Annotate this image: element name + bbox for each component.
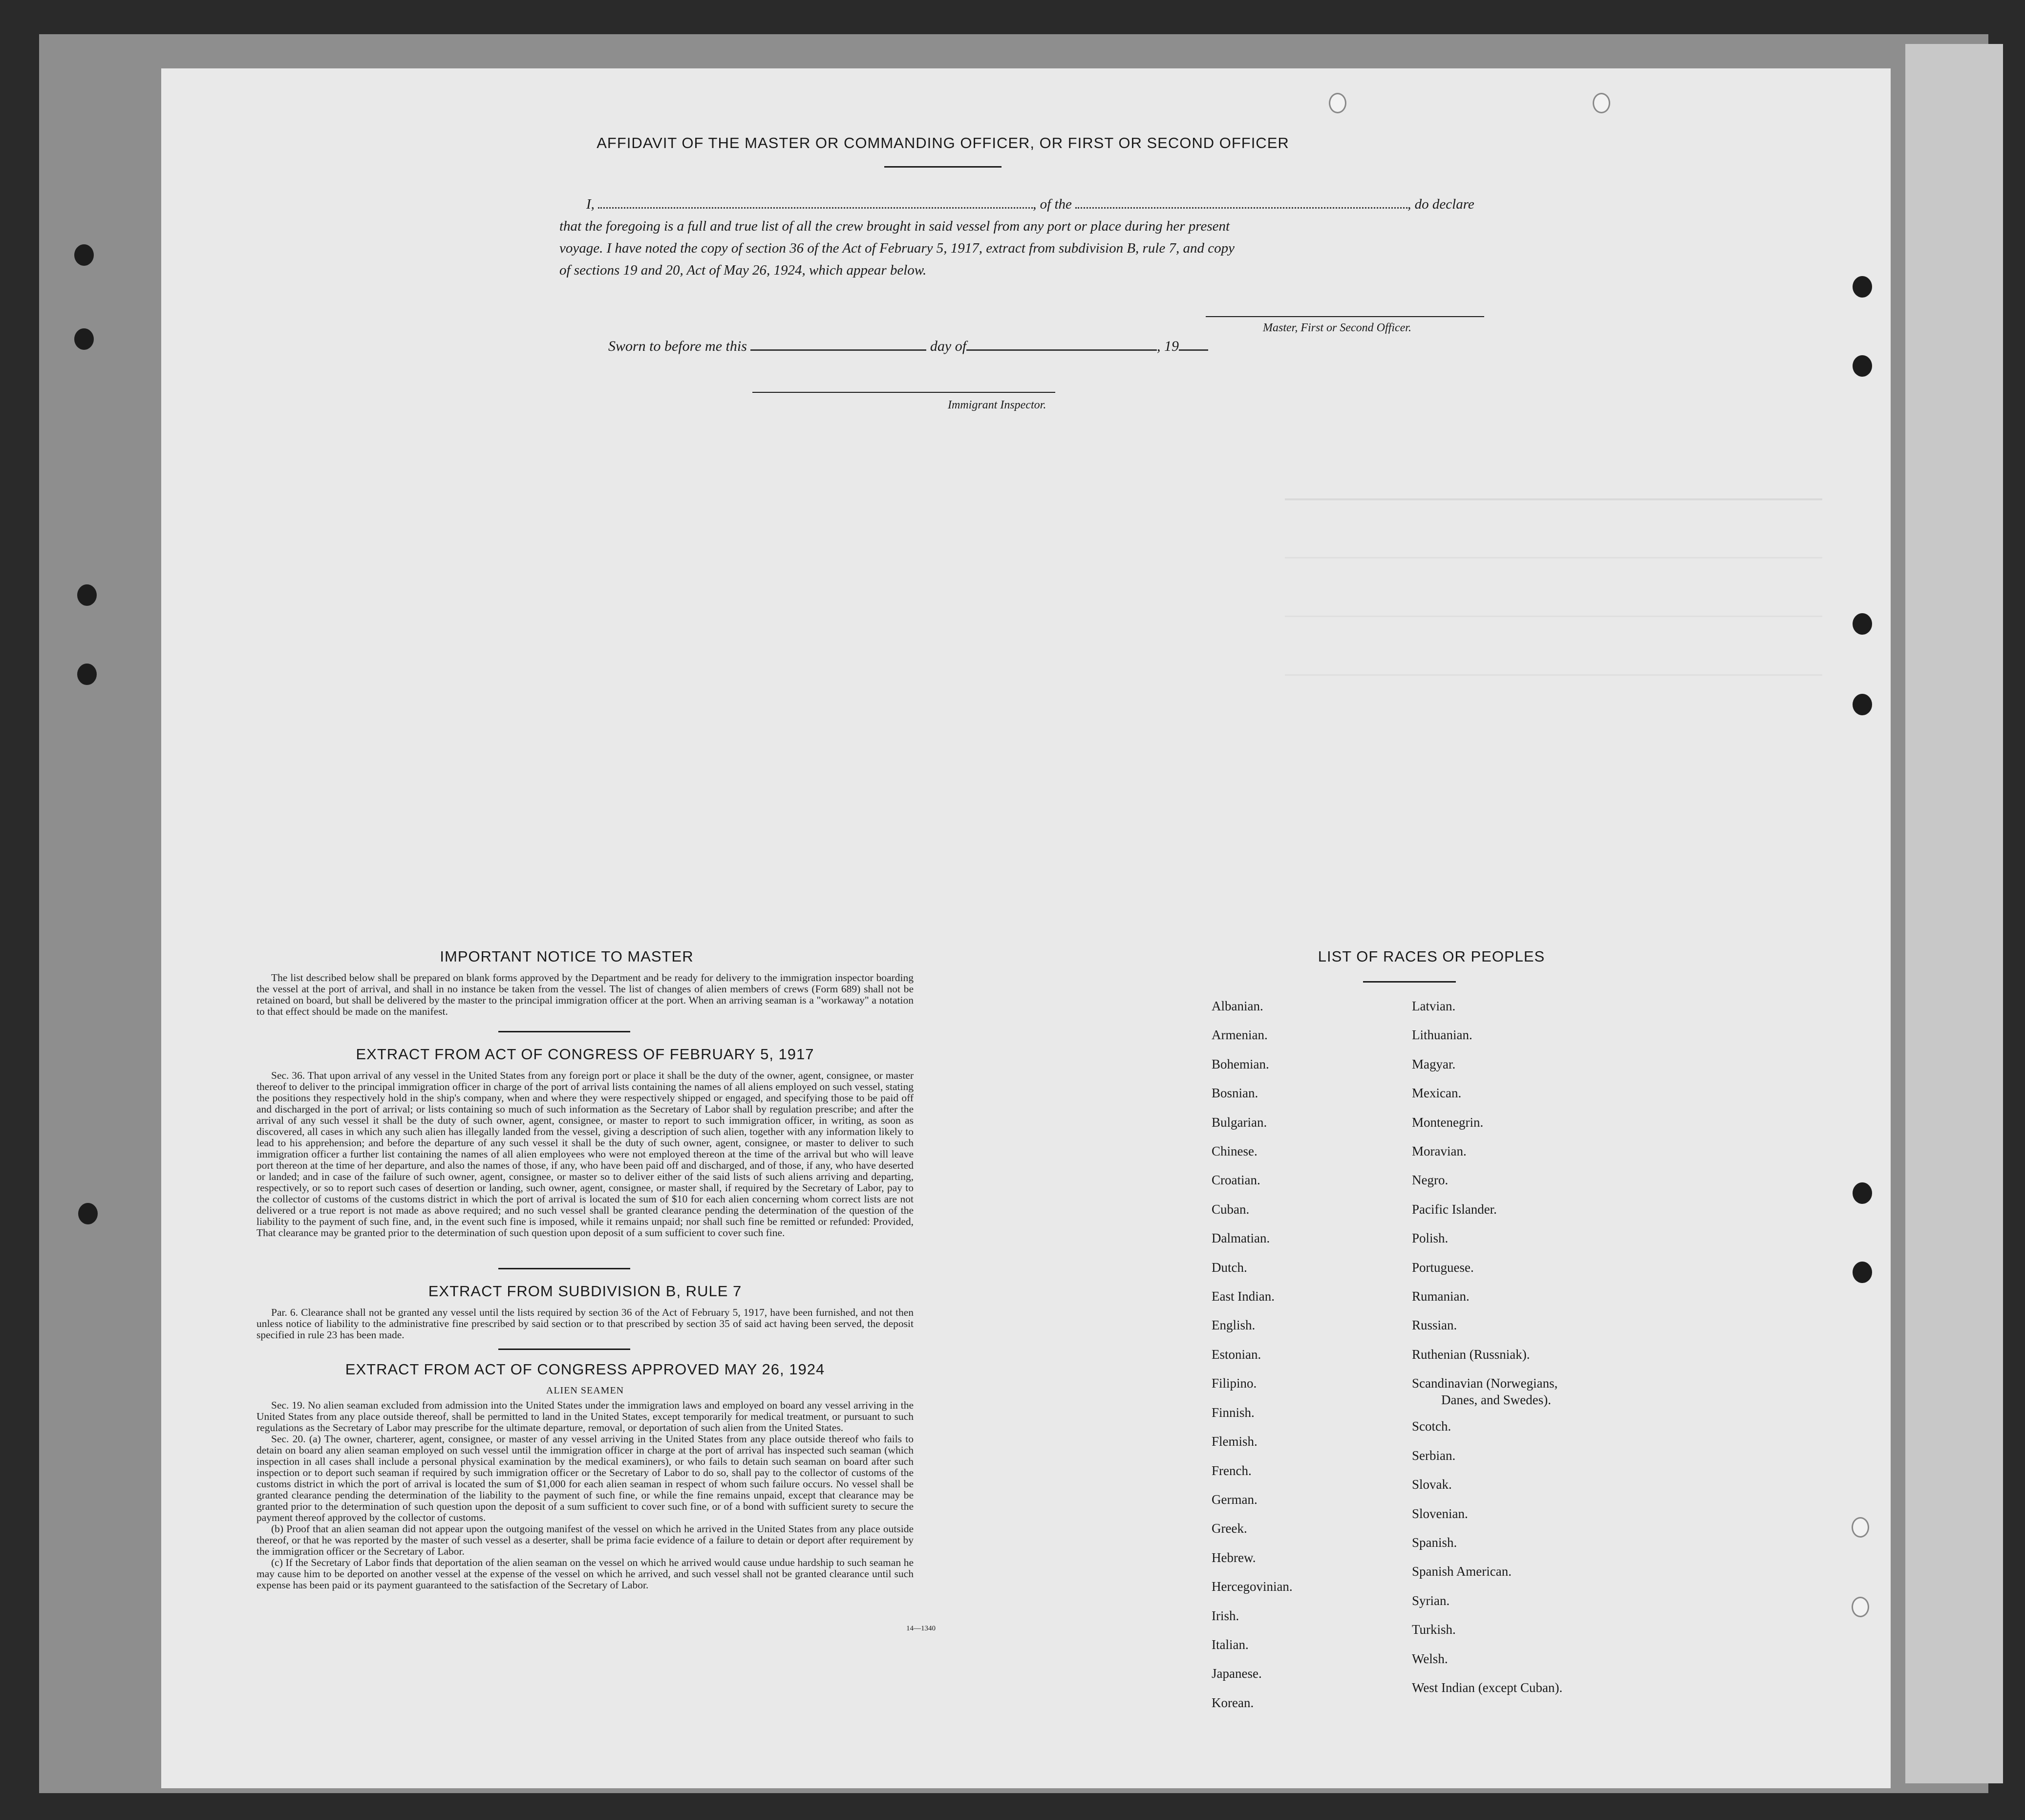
extract-1924-text: Sec. 19. No alien seaman excluded from admission into the United States under the immigration laws and employed on board any vessel arriving in the United States from any place outside thereof, shall be permitted to land in the United States, except temporarily for medical treatment, or pursuant to such regulations as the Secretary of Labor may prescribe for the ultimate departure, removal, or deportation of such alien from the United States. Sec. 20. (a) The owner, charterer, agent, consignee, or master of any vessel arriving in the United States from any place outside thereof who fails to detain on board any alien seaman employed on such vessel until the immigration officer in charge at the port of arrival has inspected such seaman (which inspection in all cases shall include a personal physical examination by the medical examiners), or who fails to detain such seaman on board after such inspection or to deport such seaman if required by such immigration officer or the Secretary of Labor to do so, shall pay to the collector of customs of the customs district in which the port of arrival is located the sum of $1,000 for each alien seaman in respect of whom such failure occurs. No vessel shall be granted clearance pending the determination of the liability to the payment of such fine, or while the fine remains unpaid, except that clearance may be granted prior to the determination of such question upon the deposit of a sum sufficient to cover such fine, or of a bond with sufficient surety to secure the payment thereof approved by the collector of customs. (b) Proof that an alien seaman did not appear upon the outgoing manifest of the vessel on which he arrived in the United States from any place outside thereof, or that he was reported by the master of such vessel as a deserter, shall be prima facie evidence of a failure to detain or deport after requirement by the immigration officer or the Secretary of Labor. (c) If the Secretary of Labor finds that deportation of the alien seaman on the vessel on which he arrived would cause undue hardship to such seaman he may cause him to be deported on another vessel at the expense of the vessel on which he arrived, and such vessel shall not be granted clearance until such expense has been paid or its payment guaranteed to the satisfaction of the Secretary of Labor. xyxy=(256,1399,914,1591)
rule-7-title: EXTRACT FROM SUBDIVISION B, RULE 7 xyxy=(428,1283,742,1300)
race-item: Croatian. xyxy=(1212,1173,1260,1188)
race-item: Finnish. xyxy=(1212,1405,1255,1420)
master-signature-line[interactable] xyxy=(1206,316,1484,317)
race-item: Lithuanian. xyxy=(1412,1028,1472,1043)
race-item: Albanian. xyxy=(1212,999,1263,1013)
sworn-month-field[interactable] xyxy=(966,349,1157,351)
alien-seamen-subtitle: ALIEN SEAMEN xyxy=(546,1385,624,1396)
form-number: 14—1340 xyxy=(906,1625,936,1632)
races-column-2 xyxy=(1412,992,1562,1702)
race-item: Ruthenian (Russniak). xyxy=(1412,1347,1530,1362)
punch-hole xyxy=(1853,613,1872,635)
underlying-page-edge xyxy=(1905,44,2003,1783)
race-item: Hercegovinian. xyxy=(1212,1579,1293,1594)
race-item: Irish. xyxy=(1212,1608,1239,1623)
race-item: Latvian. xyxy=(1412,999,1456,1013)
races-title: LIST OF RACES OR PEOPLES xyxy=(1318,948,1545,965)
race-item: Bulgarian. xyxy=(1212,1114,1267,1130)
section-divider xyxy=(498,1268,630,1269)
sworn-line: Sworn to before me this day of , 19 xyxy=(608,338,1208,355)
extract-1917-text: Sec. 36. That upon arrival of any vessel in the United States from any foreign port or place it shall be the duty of the owner, agent, consignee, or master thereof to deliver to the principal immigration officer in charge of the port of arrival lists containing the names of all aliens employed on such vessel, stating the positions they respectively hold in the ship's company, when and where they were respectively shipped or engaged, and specifying those to be paid off and discharged in the port of arrival; or lists containing so much of such information as the Secretary of Labor shall by regulation prescribe; and after the arrival of any such vessel it shall be the duty of such owner, agent, consignee, or master to report to such immigration officer, in writing, as soon as discovered, all cases in which any such alien has illegally landed from the vessel, giving a description of such alien, together with any information likely to lead to his apprehension; and before the departure of any such vessel it shall be the duty of such owner, agent, consignee, or master to deliver to such immigration officer a further list containing the names of all alien employees who were not employed thereon at the time of the arrival but who will leave port thereon at the time of her departure, and also the names of those, if any, who have been paid off and discharged, and of those, if any, who have deserted or landed; and in case of the failure of such owner, agent, consignee, or master so to deliver either of the said lists of such aliens arriving and departing, respectively, or so to report such cases of desertion or landing, such owner, agent, consignee, or master shall, if required by the Secretary of Labor, pay to the collector of customs of the customs district in which the port of arrival is located the sum of $10 for each alien concerning whom correct lists are not delivered or a true report is not made as above required; and no such vessel shall be granted clearance pending the determination of the question of the liability to the payment of such fine, and, in the event such fine is imposed, while it remains unpaid; nor shall such fine be remitted or refunded: Provided, That clearance may be granted prior to the determination of such question upon deposit of a sum sufficient to cover such fine. xyxy=(256,1070,914,1239)
punch-hole xyxy=(1853,276,1872,298)
affidavit-line-3: voyage. I have noted the copy of section 36 of the Act of February 5, 1917, extract from subdivision B, rule 7, and copy xyxy=(559,240,1235,256)
race-item: Italian. xyxy=(1212,1637,1249,1652)
punch-hole xyxy=(1329,93,1346,113)
race-item: Japanese. xyxy=(1212,1666,1262,1681)
race-item: Russian. xyxy=(1412,1318,1457,1333)
race-item: Turkish. xyxy=(1412,1622,1456,1637)
race-item: Slovenian. xyxy=(1412,1506,1468,1521)
races-column-1 xyxy=(1212,992,1293,1717)
section-divider xyxy=(498,1349,630,1350)
punch-hole xyxy=(1593,93,1610,113)
affidavit-line-2: that the foregoing is a full and true list of all the crew brought in said vessel from any port or place during her present xyxy=(559,218,1230,234)
race-item: Greek. xyxy=(1212,1521,1247,1536)
race-item: East Indian. xyxy=(1212,1289,1275,1304)
race-item: Moravian. xyxy=(1412,1144,1467,1159)
punch-hole xyxy=(1853,355,1872,377)
punch-hole xyxy=(74,328,94,350)
punch-hole xyxy=(1852,1517,1869,1538)
notice-title: IMPORTANT NOTICE TO MASTER xyxy=(440,948,694,965)
race-item: Pacific Islander. xyxy=(1412,1201,1497,1217)
inspector-signature-line[interactable] xyxy=(752,392,1055,393)
document-page xyxy=(161,68,1891,1788)
race-item: Flemish. xyxy=(1212,1434,1258,1449)
master-name-field[interactable] xyxy=(598,207,1033,209)
race-item: Negro. xyxy=(1412,1173,1449,1188)
punch-hole xyxy=(77,664,97,685)
race-item: Dalmatian. xyxy=(1212,1231,1270,1246)
title-underline xyxy=(884,166,1002,168)
sworn-year-field[interactable] xyxy=(1179,349,1208,351)
race-item: Spanish American. xyxy=(1412,1564,1512,1579)
punch-hole xyxy=(1853,1182,1872,1204)
vessel-name-field[interactable] xyxy=(1075,207,1407,209)
race-item: Polish. xyxy=(1412,1231,1449,1246)
race-item: Welsh. xyxy=(1412,1651,1448,1666)
race-item: Magyar. xyxy=(1412,1056,1456,1071)
extract-1924-title: EXTRACT FROM ACT OF CONGRESS APPROVED MAY 26, 1924 xyxy=(345,1361,825,1378)
race-item: Dutch. xyxy=(1212,1260,1247,1275)
punch-hole xyxy=(1853,694,1872,715)
race-item: Bosnian. xyxy=(1212,1086,1258,1101)
notice-text: The list described below shall be prepared on blank forms approved by the Department and be ready for delivery to the immigration inspector boarding the vessel at the port of arrival, and shall in no instance be taken from the vessel. The list of changes of alien members of crews (Form 689) shall not be retained on board, but shall be delivered by the master to the principal immigration officer at the port. When an arriving seaman is a "workaway" a notation to that effect should be made on the manifest. xyxy=(256,972,914,1017)
punch-hole xyxy=(74,244,94,266)
punch-hole xyxy=(1853,1262,1872,1283)
rule-7-text: Par. 6. Clearance shall not be granted any vessel until the lists required by section 36 of the Act of February 5, 1917, have been furnished, and not then unless notice of liability to the administrative fine prescribed by said section or to that prescribed by section 35 of said act having been served, the deposit specified in rule 23 has been made. xyxy=(256,1306,914,1341)
race-item: Cuban. xyxy=(1212,1201,1250,1217)
race-item: Danes, and Swedes). xyxy=(1441,1392,1551,1408)
affidavit-line-1: I, , of the , do declare xyxy=(586,196,1474,212)
race-item: West Indian (except Cuban). xyxy=(1412,1680,1563,1695)
race-item: Bohemian. xyxy=(1212,1056,1269,1071)
section-divider xyxy=(498,1031,630,1032)
punch-hole xyxy=(1852,1597,1869,1617)
race-item: Chinese. xyxy=(1212,1144,1258,1159)
race-item: Korean. xyxy=(1212,1695,1254,1710)
race-item: Rumanian. xyxy=(1412,1289,1470,1304)
race-item: French. xyxy=(1212,1463,1252,1478)
race-item: Slovak. xyxy=(1412,1477,1452,1492)
race-item: English. xyxy=(1212,1318,1256,1333)
inspector-caption: Immigrant Inspector. xyxy=(948,399,1046,411)
race-item: Mexican. xyxy=(1412,1086,1462,1101)
affidavit-line-4: of sections 19 and 20, Act of May 26, 1924, which appear below. xyxy=(559,262,927,278)
master-caption: Master, First or Second Officer. xyxy=(1263,321,1411,334)
race-item: Armenian. xyxy=(1212,1028,1268,1043)
punch-hole xyxy=(77,584,97,606)
race-item: Scotch. xyxy=(1412,1419,1451,1434)
race-item: German. xyxy=(1212,1492,1258,1507)
race-item: Portuguese. xyxy=(1412,1260,1474,1275)
race-item: Montenegrin. xyxy=(1412,1114,1484,1130)
race-item: Estonian. xyxy=(1212,1347,1261,1362)
race-item: Filipino. xyxy=(1212,1376,1257,1391)
race-item: Spanish. xyxy=(1412,1535,1457,1550)
race-item: Scandinavian (Norwegians, xyxy=(1412,1376,1558,1391)
races-title-underline xyxy=(1363,981,1456,983)
sworn-day-field[interactable] xyxy=(750,349,926,351)
extract-1917-title: EXTRACT FROM ACT OF CONGRESS OF FEBRUARY 5, 1917 xyxy=(356,1046,814,1063)
affidavit-title: AFFIDAVIT OF THE MASTER OR COMMANDING OFFICER, OR FIRST OR SECOND OFFICER xyxy=(597,134,1289,151)
punch-hole xyxy=(78,1203,98,1224)
race-item: Hebrew. xyxy=(1212,1550,1256,1565)
race-item: Syrian. xyxy=(1412,1593,1450,1608)
race-item: Serbian. xyxy=(1412,1448,1456,1463)
